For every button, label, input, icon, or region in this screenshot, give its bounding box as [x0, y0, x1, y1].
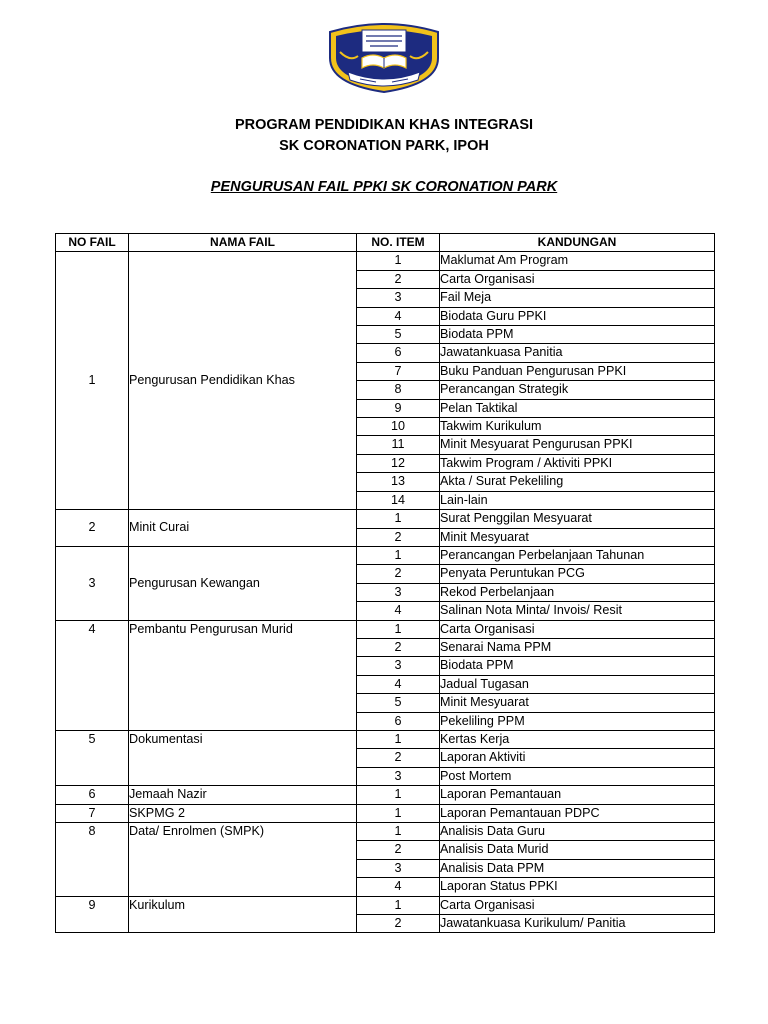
file-name-cell: Jemaah Nazir — [129, 786, 357, 804]
table-body — [56, 252, 715, 933]
file-number-cell: 8 — [56, 823, 129, 897]
item-number-cell: 1 — [357, 730, 440, 748]
file-number-cell: 7 — [56, 804, 129, 822]
table-row — [56, 730, 715, 748]
table-row — [56, 620, 715, 638]
file-number-cell: 5 — [56, 730, 129, 785]
item-number-cell: 13 — [357, 473, 440, 491]
content-cell: Penyata Peruntukan PCG — [440, 565, 715, 583]
item-number-cell: 2 — [357, 749, 440, 767]
content-cell: Carta Organisasi — [440, 270, 715, 288]
file-name-cell: Minit Curai — [129, 510, 357, 547]
content-cell: Analisis Data Guru — [440, 823, 715, 841]
item-number-cell: 1 — [357, 510, 440, 528]
table-row — [56, 510, 715, 528]
item-number-cell: 1 — [357, 804, 440, 822]
item-number-cell: 2 — [357, 528, 440, 546]
table-row — [56, 252, 715, 270]
content-cell: Takwim Program / Aktiviti PPKI — [440, 454, 715, 472]
content-cell: Surat Penggilan Mesyuarat — [440, 510, 715, 528]
item-number-cell: 5 — [357, 326, 440, 344]
content-cell: Laporan Pemantauan — [440, 786, 715, 804]
table-row — [56, 546, 715, 564]
column-header-nama-fail: NAMA FAIL — [129, 234, 357, 252]
content-cell: Minit Mesyuarat Pengurusan PPKI — [440, 436, 715, 454]
content-cell: Laporan Pemantauan PDPC — [440, 804, 715, 822]
content-cell: Lain-lain — [440, 491, 715, 509]
file-name-cell: Kurikulum — [129, 896, 357, 933]
item-number-cell: 3 — [357, 657, 440, 675]
item-number-cell: 7 — [357, 362, 440, 380]
item-number-cell: 11 — [357, 436, 440, 454]
content-cell: Rekod Perbelanjaan — [440, 583, 715, 601]
item-number-cell: 2 — [357, 915, 440, 933]
item-number-cell: 8 — [357, 381, 440, 399]
table-row — [56, 823, 715, 841]
item-number-cell: 1 — [357, 620, 440, 638]
file-number-cell: 9 — [56, 896, 129, 933]
content-cell: Biodata Guru PPKI — [440, 307, 715, 325]
item-number-cell: 1 — [357, 823, 440, 841]
item-number-cell: 6 — [357, 712, 440, 730]
content-cell: Buku Panduan Pengurusan PPKI — [440, 362, 715, 380]
file-number-cell: 2 — [56, 510, 129, 547]
content-cell: Kertas Kerja — [440, 730, 715, 748]
file-number-cell: 3 — [56, 546, 129, 620]
content-cell: Minit Mesyuarat — [440, 694, 715, 712]
content-cell: Pelan Taktikal — [440, 399, 715, 417]
item-number-cell: 9 — [357, 399, 440, 417]
table-row — [56, 804, 715, 822]
file-name-cell: Data/ Enrolmen (SMPK) — [129, 823, 357, 897]
file-name-cell: Dokumentasi — [129, 730, 357, 785]
content-cell: Carta Organisasi — [440, 896, 715, 914]
content-cell: Minit Mesyuarat — [440, 528, 715, 546]
file-name-cell: Pengurusan Kewangan — [129, 546, 357, 620]
item-number-cell: 2 — [357, 270, 440, 288]
content-cell: Analisis Data Murid — [440, 841, 715, 859]
content-cell: Jawatankuasa Panitia — [440, 344, 715, 362]
document-title: PROGRAM PENDIDIKAN KHAS INTEGRASI — [234, 117, 534, 133]
item-number-cell: 12 — [357, 454, 440, 472]
document-title-school: SK CORONATION PARK, IPOH — [279, 138, 489, 154]
document-subtitle: PENGURUSAN FAIL PPKI SK CORONATION PARK — [210, 179, 558, 195]
item-number-cell: 5 — [357, 694, 440, 712]
content-cell: Salinan Nota Minta/ Invois/ Resit — [440, 602, 715, 620]
content-cell: Biodata PPM — [440, 326, 715, 344]
school-crest-logo — [322, 22, 446, 94]
item-number-cell: 2 — [357, 565, 440, 583]
file-number-cell: 4 — [56, 620, 129, 730]
item-number-cell: 1 — [357, 786, 440, 804]
item-number-cell: 3 — [357, 767, 440, 785]
content-cell: Jadual Tugasan — [440, 675, 715, 693]
item-number-cell: 4 — [357, 602, 440, 620]
column-header-no-item: NO. ITEM — [357, 234, 440, 252]
content-cell: Takwim Kurikulum — [440, 418, 715, 436]
content-cell: Biodata PPM — [440, 657, 715, 675]
column-header-no-fail: NO FAIL — [56, 234, 129, 252]
table-header-row — [56, 234, 715, 252]
file-management-table — [55, 233, 715, 933]
column-header-kandungan: KANDUNGAN — [440, 234, 715, 252]
content-cell: Laporan Aktiviti — [440, 749, 715, 767]
item-number-cell: 1 — [357, 896, 440, 914]
file-name-cell: SKPMG 2 — [129, 804, 357, 822]
item-number-cell: 6 — [357, 344, 440, 362]
content-cell: Carta Organisasi — [440, 620, 715, 638]
content-cell: Pekeliling PPM — [440, 712, 715, 730]
content-cell: Post Mortem — [440, 767, 715, 785]
content-cell: Perancangan Strategik — [440, 381, 715, 399]
content-cell: Maklumat Am Program — [440, 252, 715, 270]
content-cell: Akta / Surat Pekeliling — [440, 473, 715, 491]
item-number-cell: 4 — [357, 675, 440, 693]
content-cell: Fail Meja — [440, 289, 715, 307]
file-name-cell: Pembantu Pengurusan Murid — [129, 620, 357, 730]
item-number-cell: 1 — [357, 252, 440, 270]
content-cell: Jawatankuasa Kurikulum/ Panitia — [440, 915, 715, 933]
item-number-cell: 14 — [357, 491, 440, 509]
content-cell: Analisis Data PPM — [440, 859, 715, 877]
content-cell: Senarai Nama PPM — [440, 638, 715, 656]
item-number-cell: 4 — [357, 878, 440, 896]
item-number-cell: 2 — [357, 841, 440, 859]
item-number-cell: 4 — [357, 307, 440, 325]
item-number-cell: 3 — [357, 583, 440, 601]
content-cell: Laporan Status PPKI — [440, 878, 715, 896]
item-number-cell: 10 — [357, 418, 440, 436]
content-cell: Perancangan Perbelanjaan Tahunan — [440, 546, 715, 564]
file-number-cell: 1 — [56, 252, 129, 510]
item-number-cell: 1 — [357, 546, 440, 564]
file-number-cell: 6 — [56, 786, 129, 804]
table-row — [56, 896, 715, 914]
item-number-cell: 3 — [357, 289, 440, 307]
table-row — [56, 786, 715, 804]
item-number-cell: 2 — [357, 638, 440, 656]
item-number-cell: 3 — [357, 859, 440, 877]
file-name-cell: Pengurusan Pendidikan Khas — [129, 252, 357, 510]
